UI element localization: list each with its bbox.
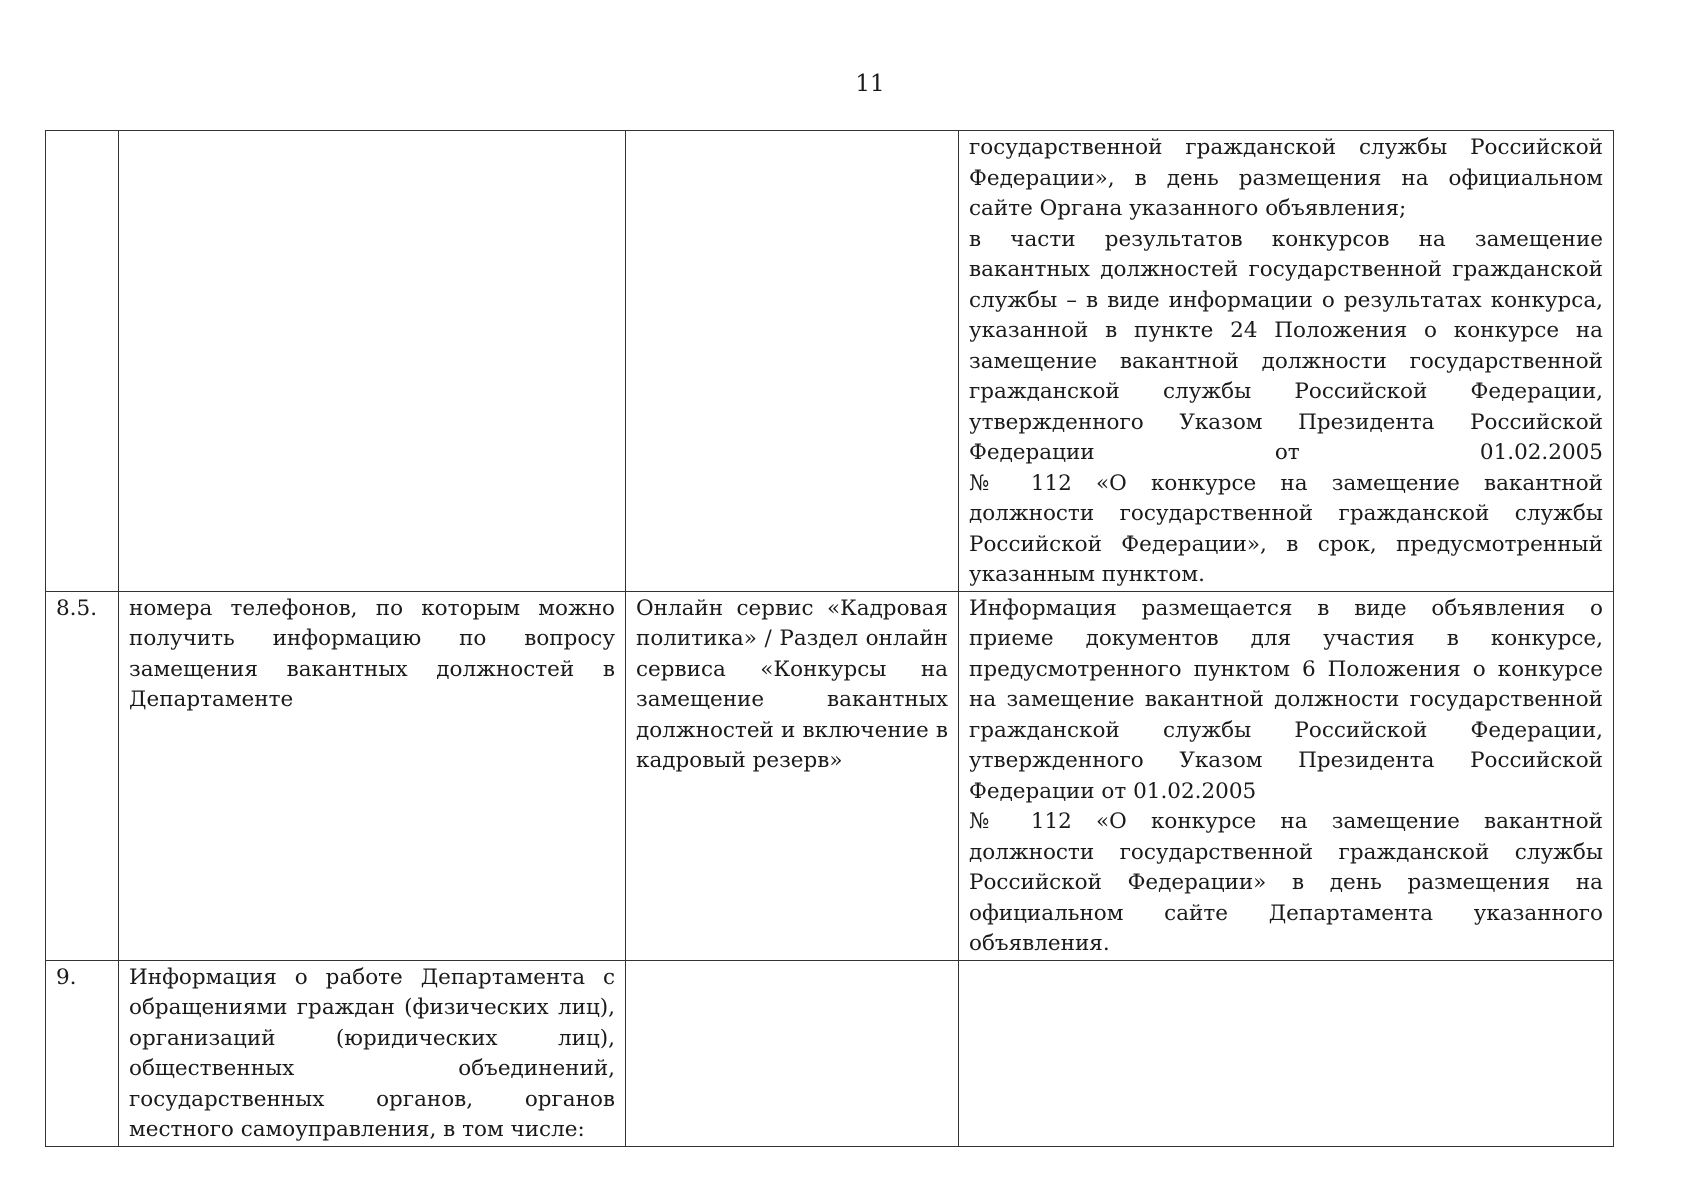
details-cell [959, 591, 1614, 960]
table-row [46, 960, 1614, 1146]
document-table [45, 130, 1614, 1147]
row-number-cell: 8.5. [46, 591, 119, 960]
table-row [46, 131, 1614, 592]
source-cell [626, 960, 959, 1146]
details-paragraph: № 112 «О конкурсе на замещение вакантной должности государственной гражданской службы Российской Федерации», в срок, предусмотренный указанным пунктом. [969, 470, 1603, 587]
details-paragraph: Информация размещается в виде объявления о приеме документов для участия в конкурсе, предусмотренного пунктом 6 Положения о конкурсе на замещение вакантной должности государственной гражданской службы Российской Федерации, утвержденного Указом Президента Российской Федерации от 01.02.2005 [969, 595, 1603, 804]
subject-cell: Информация о работе Департамента с обращениями граждан (физических лиц), организаций (юридических лиц), общественных объединений, государственных органов, органов местного самоуправления, в том числе: [119, 960, 626, 1146]
page-number: 11 [855, 71, 885, 97]
source-cell: Онлайн сервис «Кадровая политика» / Раздел онлайн сервиса «Конкурсы на замещение вакантных должностей и включение в кадровый резерв» [626, 591, 959, 960]
details-cell [959, 131, 1614, 592]
details-paragraph: государственной гражданской службы Российской Федерации», в день размещения на официальном сайте Органа указанного объявления; [969, 135, 1603, 221]
source-cell [626, 131, 959, 592]
subject-cell: номера телефонов, по которым можно получить информацию по вопросу замещения вакантных должностей в Департаменте [119, 591, 626, 960]
row-number-cell [46, 131, 119, 592]
details-paragraph: в части результатов конкурсов на замещение вакантных должностей государственной гражданской службы – в виде информации о результатах конкурса, указанной в пункте 24 Положения о конкурсе на замещение вакантной должности государственной гражданской службы Российской Федерации, утвержденного Указом Президента Российской Федерации от 01.02.2005 [969, 226, 1603, 465]
details-paragraph: № 112 «О конкурсе на замещение вакантной должности государственной гражданской службы Российской Федерации» в день размещения на официальном сайте Департамента указанного объявления. [969, 809, 1603, 956]
details-cell [959, 960, 1614, 1146]
row-number-cell: 9. [46, 960, 119, 1146]
table-row [46, 591, 1614, 960]
subject-cell [119, 131, 626, 592]
